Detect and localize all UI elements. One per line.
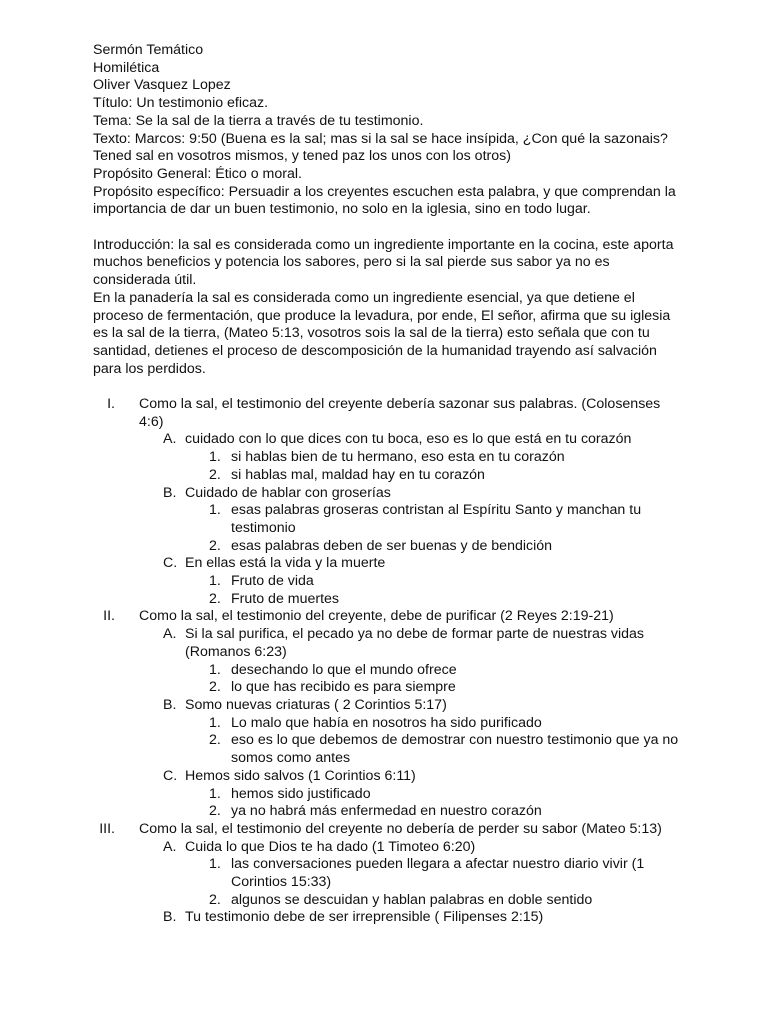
outline-text: Como la sal, el testimonio del creyente no debería de perder su sabor (Mateo 5:13) (139, 820, 662, 837)
outline-text: si hablas mal, maldad hay en tu corazón (231, 466, 485, 483)
author-line: Oliver Vasquez Lopez (93, 77, 231, 94)
outline-item (209, 449, 683, 467)
outline-marker: 1. (209, 661, 221, 678)
outline-marker: 2. (209, 732, 221, 749)
outline-text: esas palabras groseras contristan al Espíritu Santo y manchan tu testimonio (231, 502, 642, 536)
outline-marker: 1. (209, 502, 221, 519)
outline-text: las conversaciones pueden llegara a afectar nuestro diario vivir (1 Corintios 15:33) (231, 856, 645, 891)
outline-marker: 2. (209, 891, 221, 908)
specific-purpose-line: Propósito específico: Persuadir a los creyentes escuchen esta palabra, y que comprendan la importancia de dar un buen testimonio, no solo en la iglesia, sino en todo lugar. (93, 183, 676, 218)
outline-text: ya no habrá más enfermedad en nuestro corazón (231, 803, 542, 820)
outline-item (209, 573, 683, 591)
outline-text: si hablas bien de tu hermano, eso esta en tu corazón (231, 449, 565, 466)
outline-text: En ellas está la vida y la muerte (185, 555, 386, 572)
outline-text: desechando lo que el mundo ofrece (231, 661, 457, 678)
outline-text: cuidado con lo que dices con tu boca, eso es lo que está en tu corazón (185, 431, 632, 448)
outline-subpoint (163, 768, 683, 786)
outline-subpoint (163, 909, 683, 927)
outline-item (209, 591, 683, 609)
outline-point (69, 608, 683, 626)
outline-marker: II. (103, 608, 115, 625)
outline-subpoint (163, 839, 683, 857)
document-body (93, 42, 683, 927)
outline-item (209, 467, 683, 485)
outline-text: Fruto de muertes (231, 590, 340, 607)
outline-text: Tu testimonio debe de ser irreprensible ( Filipenses 2:15) (185, 909, 544, 926)
outline-subpoint (163, 431, 683, 449)
theme-line: Tema: Se la sal de la tierra a través de tu testimonio. (93, 112, 424, 129)
outline-marker: A. (163, 626, 177, 643)
outline-text: Si la sal purifica, el pecado ya no debe de formar parte de nuestras vidas (Romanos 6:23) (185, 626, 644, 660)
outline-marker: III. (99, 820, 115, 837)
general-purpose-line: Propósito General: Ético o moral. (93, 165, 302, 182)
outline-subpoint (163, 485, 683, 503)
outline-marker: 1. (209, 785, 221, 802)
outline-subpoint (163, 555, 683, 573)
outline-item (209, 538, 683, 556)
outline-marker: C. (163, 555, 178, 572)
outline-subpoint (163, 626, 683, 661)
outline-marker: C. (163, 767, 178, 784)
outline-item (209, 662, 683, 680)
outline-marker: B. (163, 909, 177, 926)
outline-text: Hemos sido salvos (1 Corintios 6:11) (185, 767, 416, 784)
outline-marker: 2. (209, 679, 221, 696)
outline-item (209, 679, 683, 697)
introduction-block (93, 237, 683, 379)
header-block (93, 42, 683, 219)
outline-marker: B. (163, 484, 177, 501)
outline-marker: A. (163, 838, 177, 855)
text-line: Texto: Marcos: 9:50 (Buena es la sal; mas si la sal se hace insípida, ¿Con qué la sazonais? Tened sal en vosotros mismos, y tened paz los unos con los otros) (93, 130, 668, 165)
outline-marker: I. (107, 396, 115, 413)
title-line: Título: Un testimonio eficaz. (93, 95, 269, 112)
header-line: Homilética (93, 59, 160, 76)
outline-text: lo que has recibido es para siempre (231, 679, 456, 696)
header-line: Sermón Temático (93, 42, 204, 58)
outline-item (209, 803, 683, 821)
outline-marker: 1. (209, 856, 221, 873)
outline-subpoint (163, 697, 683, 715)
outline-marker: A. (163, 431, 177, 448)
outline-marker: 1. (209, 449, 221, 466)
outline-item (209, 892, 683, 910)
outline-item (209, 856, 683, 891)
outline-text: Cuida lo que Dios te ha dado (1 Timoteo 6:20) (185, 838, 476, 855)
outline-item (209, 786, 683, 804)
outline-item (209, 715, 683, 733)
outline-text: hemos sido justificado (231, 785, 371, 802)
outline-point (69, 821, 683, 839)
outline-text: eso es lo que debemos de demostrar con nuestro testimonio que ya no somos como antes (231, 732, 679, 767)
outline-text: Lo malo que había en nosotros ha sido purificado (231, 714, 542, 731)
outline-text: esas palabras deben de ser buenas y de bendición (231, 537, 553, 554)
outline-text: Fruto de vida (231, 573, 314, 590)
outline-marker: 2. (209, 803, 221, 820)
outline-marker: 2. (209, 466, 221, 483)
outline-text: Cuidado de hablar con groserías (185, 484, 391, 501)
outline-text: Como la sal, el testimonio del creyente debería sazonar sus palabras. (Colosenses 4:6) (139, 396, 661, 430)
outline-marker: B. (163, 696, 177, 713)
outline-point (69, 396, 683, 431)
sermon-outline (93, 396, 683, 927)
outline-marker: 2. (209, 537, 221, 554)
outline-marker: 2. (209, 590, 221, 607)
outline-item (209, 732, 683, 767)
outline-text: algunos se descuidan y hablan palabras en doble sentido (231, 891, 593, 908)
outline-marker: 1. (209, 573, 221, 590)
outline-text: Somo nuevas criaturas ( 2 Corintios 5:17) (185, 696, 447, 713)
outline-item (209, 502, 683, 537)
intro-paragraph: En la panadería la sal es considerada como un ingrediente esencial, ya que detiene el proceso de fermentación, que produce la levadura, por ende, El señor, afirma que su iglesia es la sal de la tierra, (Mateo 5:13, vosotros sois la sal de la tierra) esto señala que con tu santidad, detienes el proceso de descomposición de la humanidad trayendo así salvación para los perdidos. (93, 289, 671, 377)
outline-marker: 1. (209, 714, 221, 731)
intro-paragraph: Introducción: la sal es considerada como un ingrediente importante en la cocina, este aporta muchos beneficios y potencia los sabores, pero si la sal pierde sus sabor ya no es considerada útil. (93, 236, 674, 289)
spacer (93, 219, 683, 237)
outline-text: Como la sal, el testimonio del creyente, debe de purificar (2 Reyes 2:19-21) (139, 608, 614, 625)
